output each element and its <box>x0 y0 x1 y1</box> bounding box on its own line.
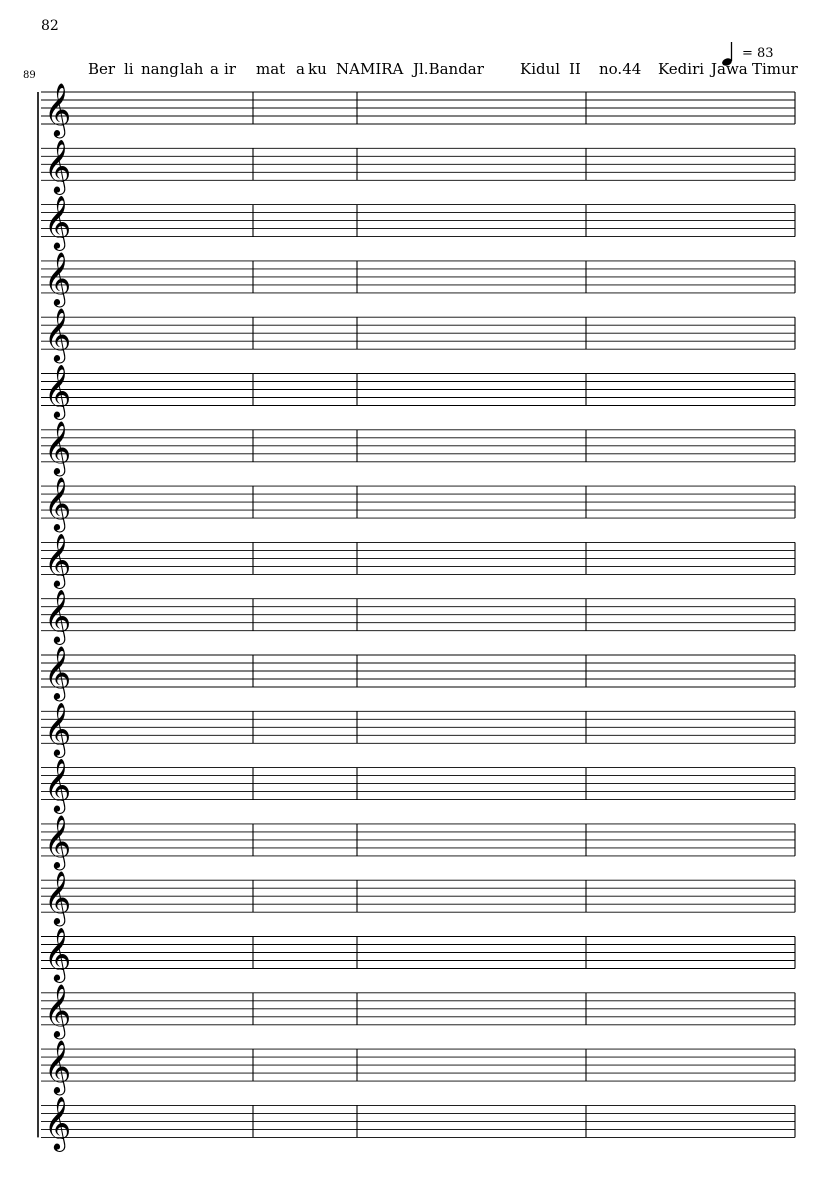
lyric-syllable: Timur <box>752 60 798 78</box>
lyric-syllable: II <box>569 60 581 78</box>
staff <box>41 870 795 926</box>
staff <box>41 983 795 1039</box>
lyric-syllable: Kediri <box>658 60 705 78</box>
treble-clef-icon: 𝄞 <box>44 757 72 812</box>
staff <box>41 758 795 814</box>
lyric-syllable: no.44 <box>599 60 642 78</box>
lyric-syllable: nang <box>141 60 179 78</box>
treble-clef-icon: 𝄞 <box>44 250 72 305</box>
treble-clef-icon: 𝄞 <box>44 419 72 474</box>
staff <box>41 532 795 588</box>
lyric-syllable: li <box>124 60 134 78</box>
treble-clef-icon: 𝄞 <box>44 813 72 868</box>
staff <box>41 307 795 363</box>
tempo-text: = 83 <box>742 46 774 61</box>
treble-clef-icon: 𝄞 <box>44 307 72 362</box>
staff <box>41 589 795 645</box>
page-number: 82 <box>41 18 59 34</box>
staff <box>41 82 795 138</box>
staff <box>41 1095 795 1151</box>
lyric-syllable: Ber <box>88 60 116 78</box>
treble-clef-icon: 𝄞 <box>44 926 72 981</box>
lyric-syllable: ku <box>308 60 327 78</box>
treble-clef-icon: 𝄞 <box>44 1095 72 1150</box>
lyric-syllable: Jl.Bandar <box>413 60 484 78</box>
treble-clef-icon: 𝄞 <box>44 138 72 193</box>
staff <box>41 814 795 870</box>
staff <box>41 138 795 194</box>
staff <box>41 927 795 983</box>
lyric-syllable: a <box>210 60 219 78</box>
staff <box>41 364 795 420</box>
lyric-syllable: lah <box>180 60 204 78</box>
treble-clef-icon: 𝄞 <box>44 476 72 531</box>
staff <box>41 476 795 532</box>
treble-clef-icon: 𝄞 <box>44 532 72 587</box>
treble-clef-icon: 𝄞 <box>44 363 72 418</box>
lyric-syllable: mat <box>256 60 286 78</box>
lyric-syllable: ir <box>224 60 236 78</box>
staff <box>41 645 795 701</box>
staff <box>41 420 795 476</box>
treble-clef-icon: 𝄞 <box>44 1039 72 1094</box>
treble-clef-icon: 𝄞 <box>44 982 72 1037</box>
lyric-syllable: Jawa <box>711 60 748 78</box>
treble-clef-icon: 𝄞 <box>44 588 72 643</box>
lyric-syllable: a <box>296 60 305 78</box>
treble-clef-icon: 𝄞 <box>44 82 72 136</box>
treble-clef-icon: 𝄞 <box>44 194 72 249</box>
measure-number: 89 <box>23 70 36 81</box>
staff <box>41 1039 795 1095</box>
treble-clef-icon: 𝄞 <box>44 870 72 925</box>
treble-clef-icon: 𝄞 <box>44 645 72 699</box>
lyric-syllable: NAMIRA <box>336 60 404 78</box>
lyric-syllable: Kidul <box>520 60 561 78</box>
staff <box>41 195 795 251</box>
staff <box>41 251 795 307</box>
treble-clef-icon: 𝄞 <box>44 701 72 756</box>
staff <box>41 701 795 757</box>
